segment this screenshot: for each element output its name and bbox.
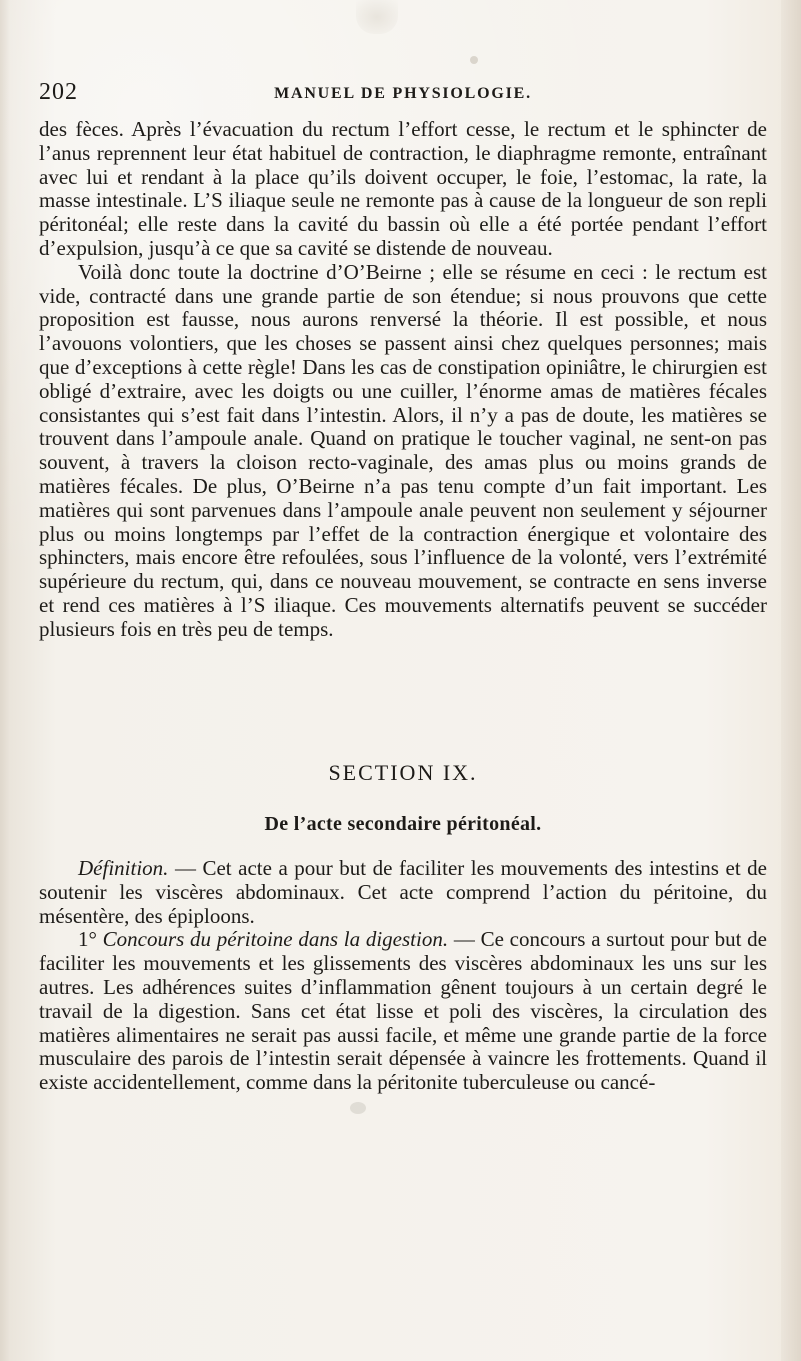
concours-text: — Ce concours a surtout pour but de faciliter les mouvements et les glissements des viscères abdominaux les uns sur les autres. Les adhérences suites d’inflammation gênent toujours à un certain degré le travail de la digestion. Sans cet état lisse et poli des viscères, la circulation des matières alimentaires ne serait pas aussi facile, et même une grande partie de la force musculaire des parois de l’intestin serait dépensée à vaincre les frottements. Quand il existe accidentellement, comme dans la péritonite tuberculeuse ou cancé-	[39, 927, 767, 1095]
section-subtitle: De l’acte secondaire péritonéal.	[264, 813, 542, 835]
paragraph-1: des fèces. Après l’évacuation du rectum l’effort cesse, le rectum et le sphincter de l’anus reprennent leur état habituel de contraction, le diaphragme remonte, entraînant avec lui et rendant à la place qu’ils doivent occuper, le foie, l’estomac, la rate, la masse intestinale. L’S iliaque seule ne remonte pas à cause de la longueur de son repli péritonéal; elle reste dans la cavité du bassin où elle a été portée pendant l’effort d’expulsion, jusqu’à ce que sa cavité se distende de nouveau.	[39, 117, 767, 260]
page-number: 202	[39, 79, 78, 105]
definition-paragraph	[39, 857, 767, 928]
ink-smudge	[350, 1102, 366, 1114]
concours-number: 1°	[78, 927, 103, 952]
paper-spot	[470, 56, 478, 64]
paper-stain	[356, 0, 398, 34]
concours-label: Concours du péritoine dans la digestion.	[102, 927, 449, 952]
section-text-block	[39, 857, 767, 1095]
paragraph-2: Voilà donc toute la doctrine d’O’Beirne ; elle se résume en ceci : le rectum est vide, contracté dans une grande partie de son étendue; si nous prouvons que cette proposition est fausse, nous aurons renversé la théorie. Il est possible, et nous l’avouons volontiers, que les choses se passent ainsi chez quelques personnes; mais que d’exceptions à cette règle! Dans les cas de constipation opiniâtre, le chirurgien est obligé d’extraire, avec les doigts ou une cuiller, l’énorme amas de matières fécales consistantes qui s’est fait dans l’intestin. Alors, il n’y a pas de doute, les matières se trouvent dans l’ampoule anale. Quand on pratique le toucher vaginal, ne sent-on pas souvent, à travers la cloison recto-vaginale, des amas plus ou moins grands de matières fécales. De plus, O’Beirne n’a pas tenu compte d’un fait important. Les matières qui sont parvenues dans l’ampoule anale peuvent non seulement y séjourner plus ou moins longtemps par l’effet de la contraction énergique et volontaire des sphincters, mais encore être refoulées, sous l’influence de la volonté, vers l’extrémité supérieure du rectum, qui, dans ce nouveau mouvement, se contracte en sens inverse et rend ces matières à l’S iliaque. Ces mouvements alternatifs peuvent se succéder plusieurs fois en très peu de temps.	[39, 259, 767, 641]
section-title: SECTION IX.	[328, 760, 478, 785]
page-left-edge-shadow	[0, 0, 10, 1361]
page-header	[39, 80, 767, 110]
main-text-block	[39, 118, 767, 642]
running-head: MANUEL DE PHYSIOLOGIE.	[274, 85, 532, 102]
definition-text: — Cet acte a pour but de faciliter les mouvements des intestins et de soutenir les viscères abdominaux. Cet acte comprend l’action du péritoine, du mésentère, des épiploons.	[39, 856, 767, 928]
page-right-edge-shadow	[781, 0, 801, 1361]
concours-paragraph	[39, 928, 767, 1095]
definition-label: Définition.	[78, 856, 169, 880]
